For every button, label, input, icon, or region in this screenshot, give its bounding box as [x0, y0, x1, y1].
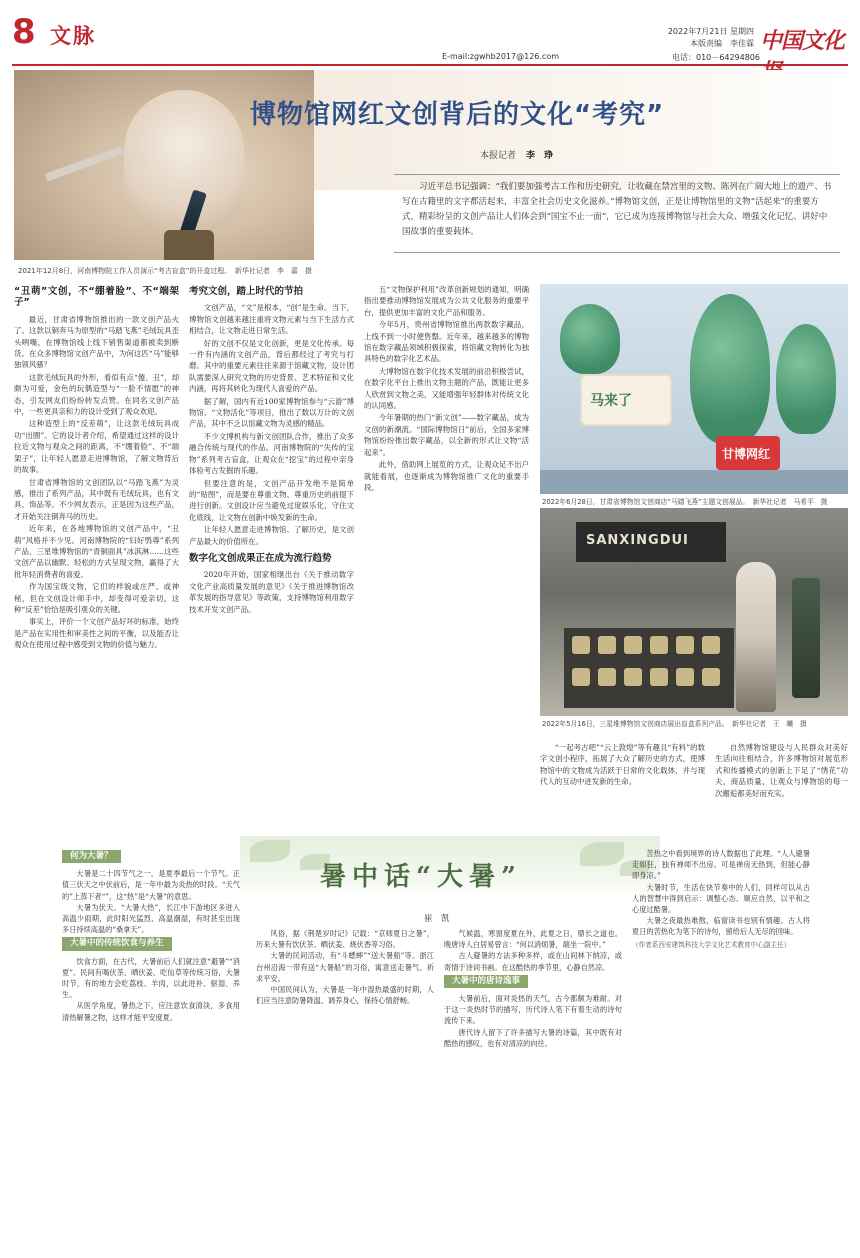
- paragraph: 事实上，评价一个文创产品好坏的标准，始终是产品在实用性和审美性之间的平衡，以及能否让观众在使用过程中感受到文物的价值与魅力。: [14, 617, 179, 650]
- paragraph: 今年5月，贵州省博物馆推出两款数字藏品，上线不到一小时便售罄。近年来，越来越多的博物馆在数字藏品领域积极探索，将馆藏文物转化为独具特色的数字化艺术品。: [364, 320, 529, 364]
- paragraph: 让年轻人愿意走进博物馆、了解历史，是文创产品最大的价值所在。: [189, 525, 354, 546]
- photo-banner-text: SANXINGDUI: [586, 533, 689, 548]
- paragraph: 2020年开始，国家相继出台《关于推动数字文化产业高质量发展的意见》《关于推进博物馆改革发展的指导意见》等政策，支持博物馆利用数字技术开发文创产品。: [189, 570, 354, 614]
- paragraph: 大博物馆在数字化技术发展的前沿积极尝试，在数字化平台上推出文物主题的产品，既能让更多人欣赏到文物之美，又能增强年轻群体对传统文化的认同感。: [364, 366, 529, 411]
- article-column-2: [189, 284, 354, 822]
- page-number: 8: [12, 12, 36, 52]
- paragraph: 最近，甘肃省博物馆推出的一款文创产品火了。这款以铜奔马为原型的“马踏飞燕”毛绒玩具歪头咧嘴，在博物馆线上线下销售渠道都被卖到断货。在众多博物馆文创产品中，为何这匹“马”能够独领风骚？: [14, 314, 179, 370]
- paragraph: 今年暑期的热门“新文创”——数字藏品，成为文创的新潮流。“国际博物馆日”前后，全国多家博物馆纷纷推出数字藏品，以全新的形式让文物“活起来”。: [364, 413, 529, 457]
- photo-figure-shape: [776, 324, 836, 434]
- paragraph: 大暑的民间活动，有“斗蟋蟀”“送大暑船”等。浙江台州沿海一带有送“大暑船”的习俗，寓意送走暑气、祈求平安。: [256, 951, 434, 983]
- paragraph: 大暑时节，生活在快节奏中的人们，同样可以从古人的智慧中得到启示：调整心态、顺应自然，以平和之心度过酷暑。: [632, 882, 810, 915]
- feature-title: 暑中话“大暑”: [320, 862, 522, 892]
- paragraph: 中国民间认为，大暑是一年中湿热最盛的时期，人们应当注意防暑降温、调养身心，保持心情舒畅。: [256, 985, 434, 1006]
- photo-caption-1: 2022年6月28日，甘肃省博物馆文创商店“马踏飞燕”主题文创展品。 新华社记者 马希平 摄: [542, 498, 828, 506]
- feature-column-4: [632, 848, 810, 1240]
- article-byline: [480, 148, 553, 161]
- photo-sign: [580, 374, 672, 426]
- feature-column-3: [444, 928, 622, 1240]
- subheading-3: 数字化文创成果正在成为流行趋势: [189, 552, 332, 564]
- photo-red-sign: [716, 436, 780, 470]
- article-column-4: [715, 742, 848, 822]
- leaf-shape: [250, 840, 290, 862]
- author-note: （作者系西安建筑科技大学文化艺术教育中心副主任）: [632, 940, 791, 949]
- photo-box-shape: [624, 636, 642, 654]
- paragraph: 此外，借助网上展览的方式，让观众足不出户就能看展，也逐渐成为博物馆推广文化的重要手段。: [364, 460, 529, 492]
- masthead: [0, 0, 860, 70]
- photo-box-shape: [624, 668, 642, 686]
- paragraph: 风俗，据《荆楚岁时记》记载：“京师夏日之暑”，历来大暑有饮伏茶、晒伏姜、烧伏香等习俗。: [256, 929, 434, 950]
- paragraph: 这种造型上的“反差萌”，让这款毛绒玩具成功“出圈”。它的设计者介绍，希望通过这样的设计拉近文物与观众之间的距离，不“绷着脸”、不“端架子”，让年轻人愿意走进博物馆，了解文物背后的故事。: [14, 419, 179, 475]
- paragraph: 饮食方面，在古代，大暑前后人们就注意“避暑”“消夏”。民间有喝伏茶、晒伏姜、吃仙草等传统习俗，大暑时节，有的地方会吃荔枝、羊肉，以此进补、驱湿、养生。: [62, 956, 240, 1000]
- byline-author: 李 琤: [526, 151, 554, 161]
- article-column-1: [14, 284, 179, 822]
- byline-prefix: 本报记者: [480, 151, 517, 161]
- newspaper-logo: 中国文化: [760, 28, 845, 54]
- photo-box-shape: [676, 636, 694, 654]
- article-column-3: [364, 284, 529, 822]
- paragraph: 文创产品，“文”是根本，“创”是生命。当下，博物馆文创越来越注重将文物元素与当下生活方式相结合，让文物走进日常生活。: [189, 303, 354, 336]
- paragraph: 五“文物保护利用”改革创新规划的通知，明确指出要推动博物馆发展成为公共文化服务的重要平台，提供更加丰富的文化产品和服务。: [364, 285, 529, 317]
- paragraph: 近年来，在各地博物馆的文创产品中，“丑萌”风格并不少见。河南博物院的“妇好鸮尊”系列产品、三星堆博物馆的“青铜面具”冰淇淋……这些文创产品以幽默、轻松的方式呈现文物，赢得了大批年轻消费者的喜爱。: [14, 524, 179, 579]
- photo-statue-shape: [792, 578, 820, 698]
- photo-floor-shape: [540, 470, 848, 494]
- subheading-1: “丑萌”文创，不“绷着脸”、不“端架子”: [14, 286, 179, 309]
- paragraph: 大暑前后，面对炎热的天气，古今都颇为难耐。对于这一炎热时节的描写，历代诗人笔下有着生动的诗句流传下来。: [444, 994, 622, 1026]
- feature-subheading-3: 大暑中的唐诗逸事: [444, 975, 528, 988]
- photo-box-shape: [702, 668, 720, 686]
- photo-box-shape: [650, 636, 668, 654]
- lead-paragraph-box: [394, 174, 840, 254]
- photo-figure-shape: [560, 304, 620, 374]
- photo-box-shape: [598, 636, 616, 654]
- paragraph: 不少文博机构与新文创团队合作，推出了众多融合传统与现代的作品。河南博物院的“失传的宝物”系列考古盲盒，让观众在“挖宝”的过程中亲身体验考古发掘的乐趣。: [189, 431, 354, 476]
- lead-bottom-rule: [394, 252, 840, 253]
- hero-photo-caption: 2021年12月8日，河南博物院工作人员演示“考古盲盒”的开盒过程。 新华社记者 李 嘉 摄: [18, 267, 312, 275]
- feature-subheading-2: 大暑中的传统饮食与养生: [62, 937, 172, 950]
- contact-email: E-mail:zgwhb2017@126.com: [442, 52, 560, 61]
- photo-box-shape: [676, 668, 694, 686]
- photo-red-sign-text: 甘博网红: [722, 447, 771, 461]
- lead-paragraph: 习近平总书记强调：“我们要加强考古工作和历史研究，让收藏在禁宫里的文物、陈列在广阔大地上的遗产、书写在古籍里的文字都活起来，丰富全社会历史文化滋养。”博物馆文创，正是让博物馆里的文物“活起来”的重要方式，精彩纷呈的文创产品让人们体会到“国宝不止一面”，它已成为连接博物馆与社会大众、增强文化记忆、讲好中国故事的重要载体。: [402, 182, 832, 237]
- lead-top-rule: [394, 174, 840, 175]
- feature-subheading-1: 何为大暑？: [62, 850, 121, 863]
- paragraph: 唐代诗人留下了许多描写大暑的诗篇，其中既有对酷热的感叹，也有对清凉的向往。: [444, 1027, 622, 1048]
- photo-glove-shape: [124, 90, 244, 230]
- photo-figure-shape: [690, 294, 770, 444]
- photo-box-shape: [702, 636, 720, 654]
- paragraph: 大暑之夜最热难熬，临窗读书也别有情趣。古人将夏日的苦热化为笔下的诗句，留给后人无尽的回味。: [632, 916, 810, 937]
- paragraph: 大暑为伏天。“大暑大热”，长江中下游地区多进入高温少雨期，此时阳光猛烈、高温潮湿，有时甚至出现多日持续高温的“桑拿天”。: [62, 902, 240, 935]
- photo-box-shape: [572, 668, 590, 686]
- paragraph: “一起考古吧”“云上敦煌”等有趣且“有料”的数字文创小程序，拓展了大众了解历史的方式，使博物馆中的文物成为活跃于日常的文化载体，并与现代人的互动中迸发新的生命。: [540, 743, 705, 787]
- photo-person-shape: [736, 562, 776, 712]
- article-headline: 博物馆网红文创背后的文化“考究”: [250, 100, 665, 130]
- article-column-3-continued: [540, 742, 705, 822]
- subheading-2: 考究文创，踏上时代的节拍: [189, 286, 304, 297]
- page-editor: 本版责编 李佳霖: [690, 39, 754, 48]
- issue-info: [594, 26, 754, 50]
- paragraph: 但要注意的是，文创产品开发绝不是简单的“贴图”，而是要在尊重文物、尊重历史的前提下进行创新。文创设计应当避免过度娱乐化，守住文化底线，让文物在创新中焕发新的生命。: [189, 478, 354, 522]
- paragraph: 甘肃省博物馆的文创团队以“马踏飞燕”为灵感，推出了系列产品，其中既有毛绒玩具，也有文具、饰品等。不少网友表示，正是因为这些产品，才开始关注铜奔马的历史。: [14, 477, 179, 521]
- paragraph: 这款毛绒玩具的外形，看似有点“傻、丑”，却颇为可爱，金色的玩偶造型与“一脸不情愿”的神态，引发网友们纷纷转发点赞。在同名文创产品中，一些更具亲和力的设计受到了观众欢迎。: [14, 372, 179, 417]
- photo-box-shape: [598, 668, 616, 686]
- photo-caption-2: 2022年5月16日，三星堆博物馆文创商店展出盲盒系列产品。 新华社记者 王 曦 摄: [542, 720, 807, 728]
- feature-column-1: [62, 848, 240, 1240]
- paragraph: 据了解，国内有近100家博物馆参与“云游”博物馆、“文物活化”等项目，推出了数以万计的文创产品，其中不乏以馆藏文物为灵感的精品。: [189, 396, 354, 429]
- paragraph: 从医学角度，暑热之下，应注意饮食清淡，多食用清热解暑之物，这样才能平安度夏。: [62, 1001, 240, 1022]
- paragraph: 大暑是二十四节气之一，是夏季最后一个节气。正值三伏天之中伏前后，是一年中最为炎热的时段。“天气的”上蒸下者“”，这“热”是“大暑”的意思。: [62, 869, 240, 901]
- paragraph: 苦热之中看到境界的诗人数据也了此理。“人人避暑走如狂，独有禅师不出房。可是禅房无热到，但能心静即身凉。”: [632, 849, 810, 881]
- section-title: 文脉: [50, 24, 96, 48]
- paragraph: 古人避暑的方法多种多样，或在山间林下纳凉，或寄情于诗词书画。在这酷热的季节里，心静自然凉。: [444, 951, 622, 972]
- photo-box-shape: [650, 668, 668, 686]
- photo-box-shape: [572, 636, 590, 654]
- photo-artifact-shape: [164, 230, 214, 260]
- photo-sign-text: 马来了: [590, 393, 632, 409]
- paragraph: 自然博物馆建设与人民群众对美好生活向往相结合，许多博物馆对展览形式和传播模式的创新上下足了“绣花”功夫，商品质量，让观众与博物馆的每一次邂逅都美好而充实。: [715, 743, 848, 798]
- paragraph: 好的文创不仅是文化创新，更是文化传承。每一件有内涵的文创产品，背后都经过了考究与打磨。其中的重要元素往往来源于馆藏文物，设计团队需要深入研究文物的历史背景、艺术特征和文化内涵，再将其转化为现代人喜爱的产品。: [189, 338, 354, 394]
- museum-shop-photo: [540, 284, 848, 494]
- photo-shelf-shape: [564, 628, 734, 708]
- feature-author: 崔 凯: [424, 914, 450, 924]
- paragraph: 作为国宝级文物，它们的样貌或庄严、或神秘，但在文创设计师手中，却变得可爱亲切。这种“反差”恰恰是吸引观众的关键。: [14, 582, 179, 614]
- photo-banner: [576, 522, 726, 562]
- paragraph: 气候温，寒窗度夏在外，此夏之日，鼎长之道也。晚唐诗人白居易曾言：“何以消烦暑，端坐一院中。”: [444, 929, 622, 950]
- contact-phone: 电话：010－64294806: [672, 53, 760, 62]
- masthead-divider: [12, 64, 848, 66]
- issue-date: 2022年7月21日 星期四: [667, 27, 754, 36]
- sanxingdui-shop-photo: [540, 508, 848, 716]
- feature-column-2: [256, 928, 434, 1240]
- photo-tool-shape: [45, 147, 123, 182]
- leaf-shape: [580, 842, 624, 866]
